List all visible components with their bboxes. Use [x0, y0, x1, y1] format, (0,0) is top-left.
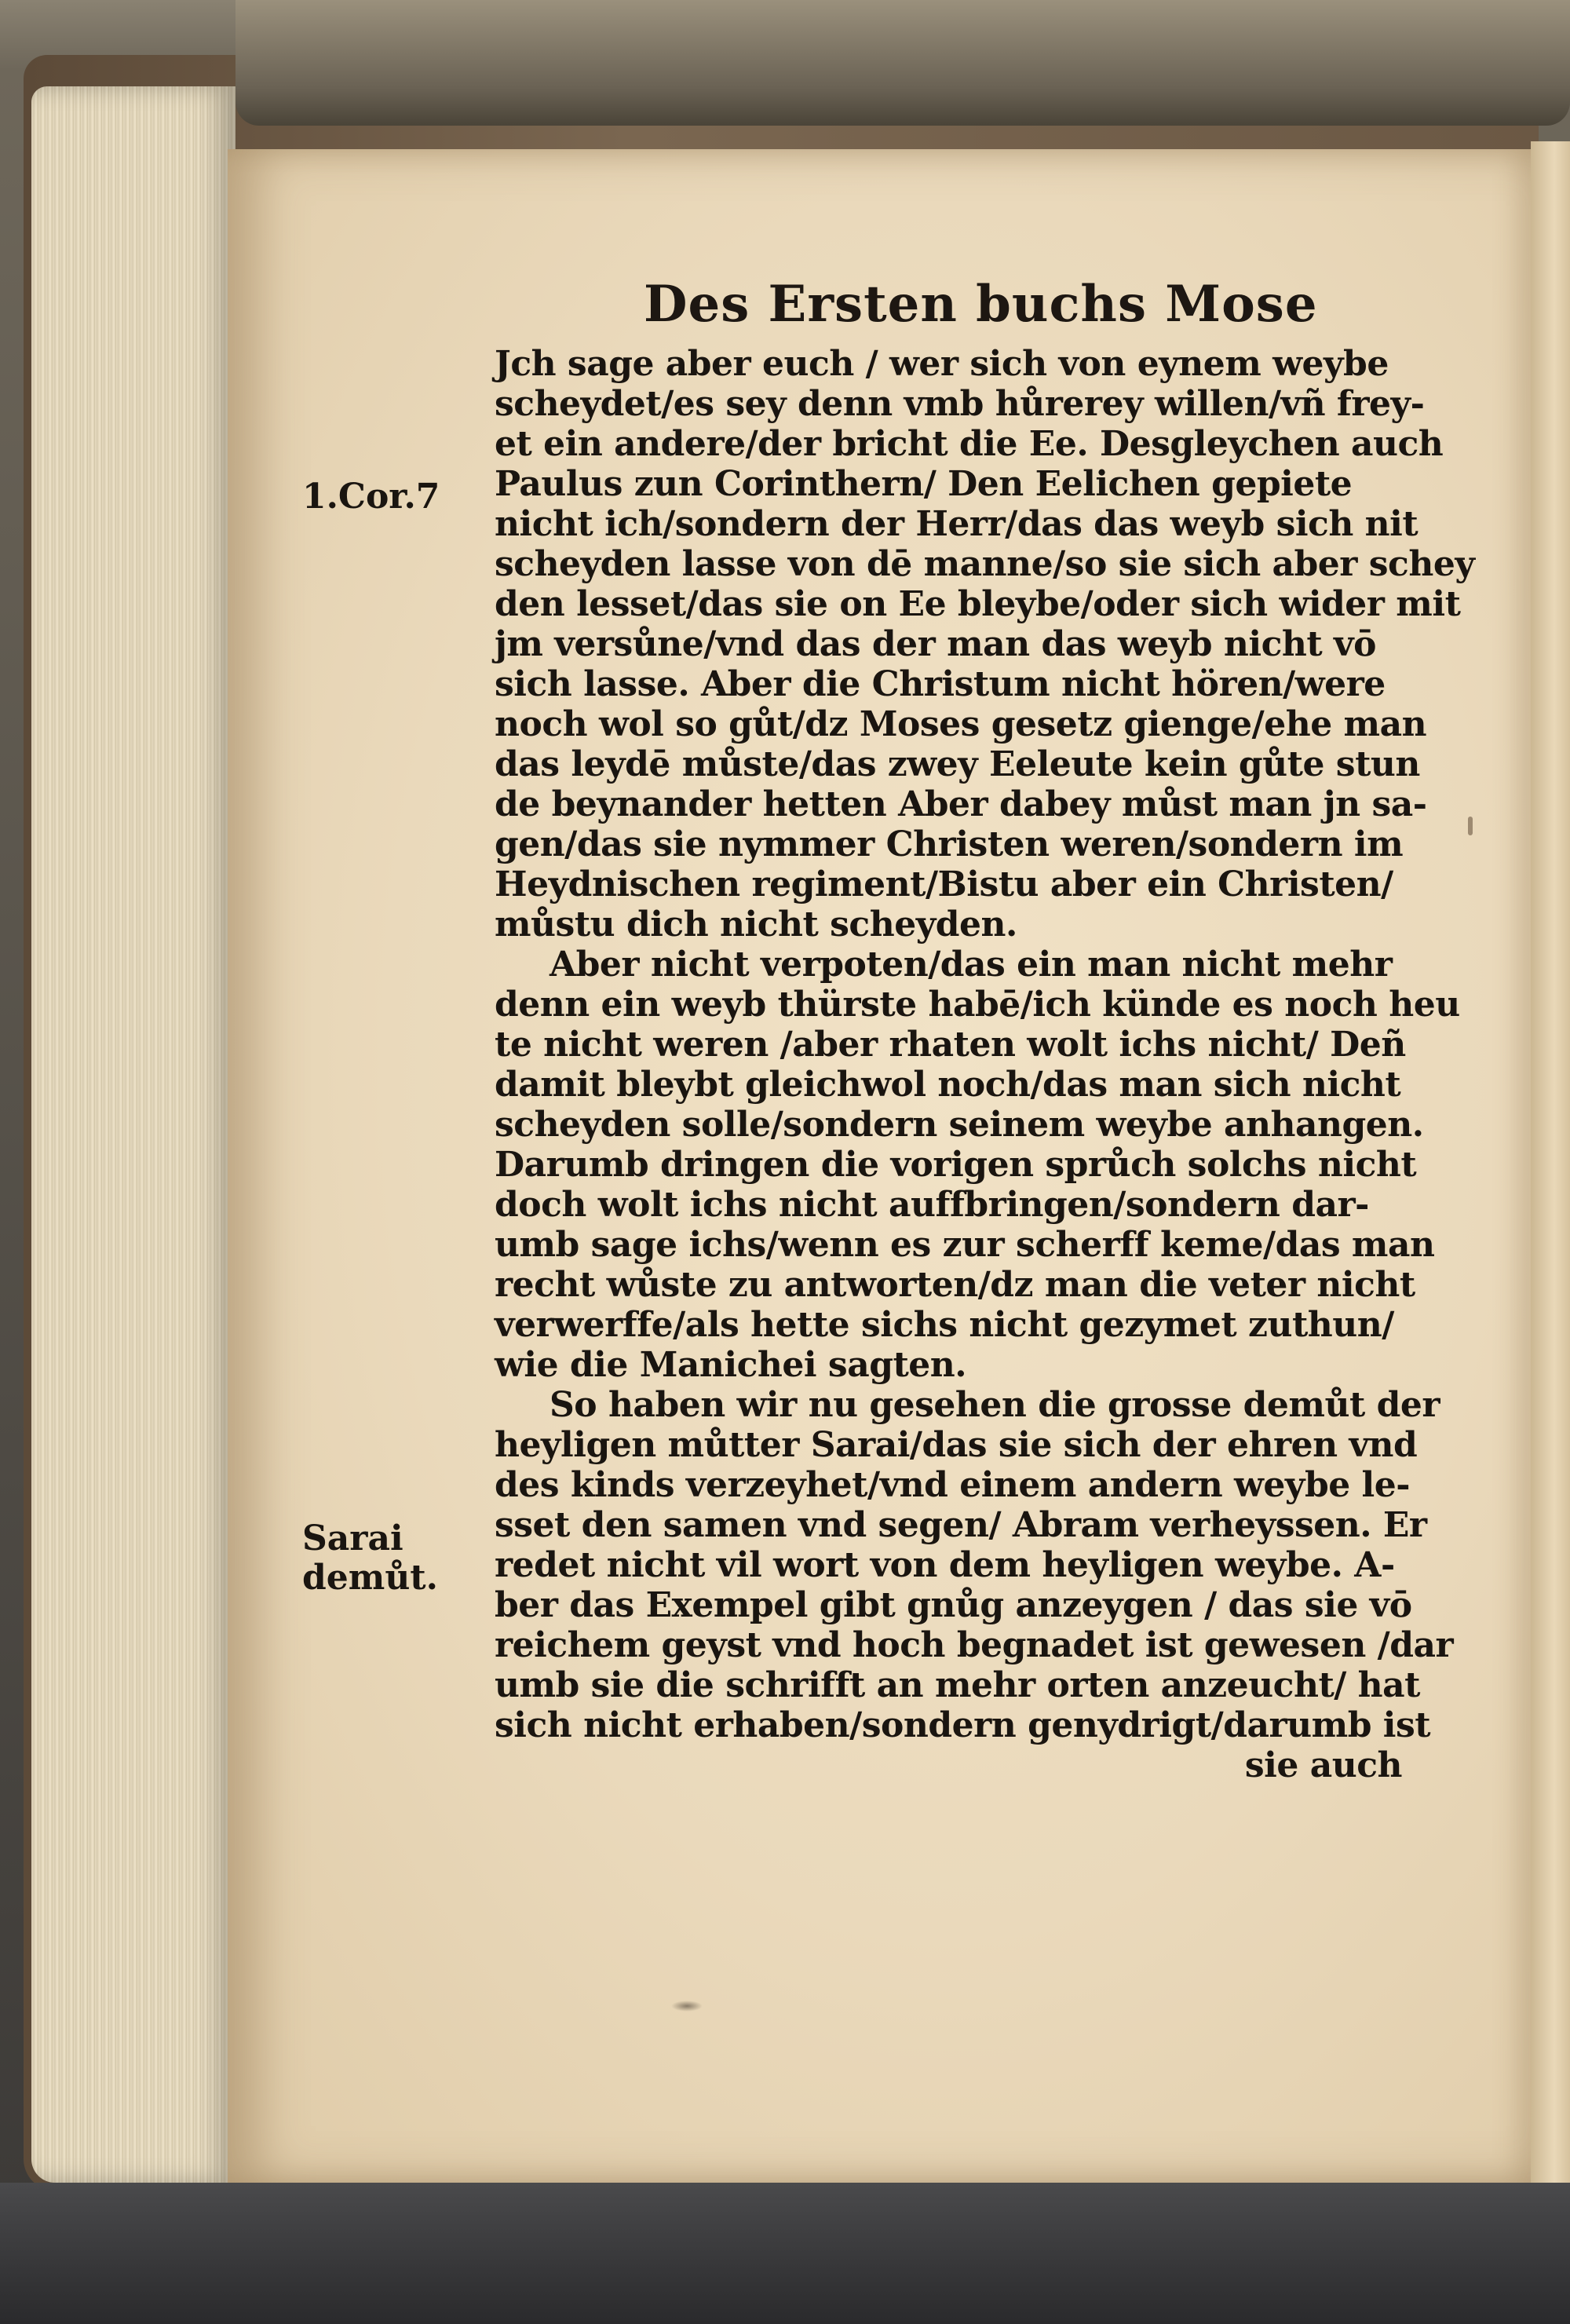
text-line: umb sie die schrifft an mehr orten anzeucht/ hat	[495, 1665, 1420, 1705]
text-line: verwerffe/als hette sichs nicht gezymet zuthun/	[495, 1305, 1394, 1345]
text-line: Jch sage aber euch / wer sich von eynem weybe	[495, 344, 1389, 384]
text-line: noch wol so gůt/dz Moses gesetz gienge/ehe man	[495, 704, 1427, 744]
text-line: sich lasse. Aber die Christum nicht hören/were	[495, 664, 1386, 704]
text-line: nicht ich/sondern der Herr/das das weyb sich nit	[495, 504, 1418, 544]
margin-note-sarai	[302, 1519, 438, 1598]
body-text	[495, 344, 1475, 1785]
ink-spot	[1468, 817, 1473, 835]
text-line: Aber nicht verpoten/das ein man nicht mehr	[550, 945, 1393, 985]
text-line: reichem geyst vnd hoch begnadet ist gewesen /dar	[495, 1625, 1454, 1665]
text-line: gen/das sie nymmer Christen weren/sondern im	[495, 824, 1404, 864]
text-line: te nicht weren /aber rhaten wolt ichs nicht/ Deñ	[495, 1025, 1406, 1065]
text-line: damit bleybt gleichwol noch/das man sich nicht	[495, 1065, 1401, 1105]
text-line: Darumb dringen die vorigen sprůch solchs nicht	[495, 1145, 1417, 1185]
text-line: scheydet/es sey denn vmb hůrerey willen/vñ frey-	[495, 384, 1425, 424]
text-line: můstu dich nicht scheyden.	[495, 904, 1017, 945]
text-line: denn ein weyb thürste habē/ich künde es noch heu	[495, 985, 1460, 1025]
text-line: ber das Exempel gibt gnůg anzeygen / das sie vō	[495, 1585, 1412, 1625]
text-line: scheyden solle/sondern seinem weybe anhangen.	[495, 1105, 1424, 1145]
text-line: den lesset/das sie on Ee bleybe/oder sich wider mit	[495, 584, 1461, 624]
text-line: et ein andere/der bricht die Ee. Desgleychen auch	[495, 424, 1444, 464]
book-cover-top	[236, 0, 1570, 126]
text-line: de beynander hetten Aber dabey můst man jn sa-	[495, 784, 1427, 824]
facing-page-edge	[1531, 141, 1570, 2183]
text-line: Heydnischen regiment/Bistu aber ein Christen/	[495, 864, 1393, 904]
text-line: umb sage ichs/wenn es zur scherff keme/das man	[495, 1225, 1435, 1265]
text-line: das leydē můste/das zwey Eeleute kein gůte stun	[495, 744, 1420, 784]
text-line: So haben wir nu gesehen die grosse demůt der	[550, 1385, 1440, 1425]
margin-note-cor: 1.Cor.7	[302, 477, 440, 517]
text-line: recht wůste zu antworten/dz man die veter nicht	[495, 1265, 1415, 1305]
page-edges	[31, 86, 236, 2183]
text-line: sich nicht erhaben/sondern genydrigt/darumb ist	[495, 1705, 1431, 1745]
text-line: redet nicht vil wort von dem heyligen weybe. A-	[495, 1545, 1395, 1585]
margin-note-sarai-line1: Sarai	[302, 1518, 403, 1558]
text-line: scheyden lasse von dē manne/so sie sich aber schey	[495, 544, 1475, 584]
text-line: wie die Manichei sagten.	[495, 1345, 967, 1385]
desk-surface	[0, 2183, 1570, 2324]
text-line: Paulus zun Corinthern/ Den Eelichen gepiete	[495, 464, 1353, 504]
text-line: doch wolt ichs nicht auffbringen/sondern dar-	[495, 1185, 1369, 1225]
ink-smudge	[671, 2001, 703, 2012]
catchword: sie auch	[1244, 1745, 1402, 1785]
margin-note-sarai-line2: demůt.	[302, 1558, 438, 1598]
running-head: Des Ersten buchs Mose	[644, 275, 1318, 334]
text-line: des kinds verzeyhet/vnd einem andern weybe le-	[495, 1465, 1411, 1505]
text-line: heyligen můtter Sarai/das sie sich der ehren vnd	[495, 1425, 1418, 1465]
text-line: sset den samen vnd segen/ Abram verheyssen. Er	[495, 1505, 1427, 1545]
text-line: jm versůne/vnd das der man das weyb nicht vō	[495, 624, 1376, 664]
